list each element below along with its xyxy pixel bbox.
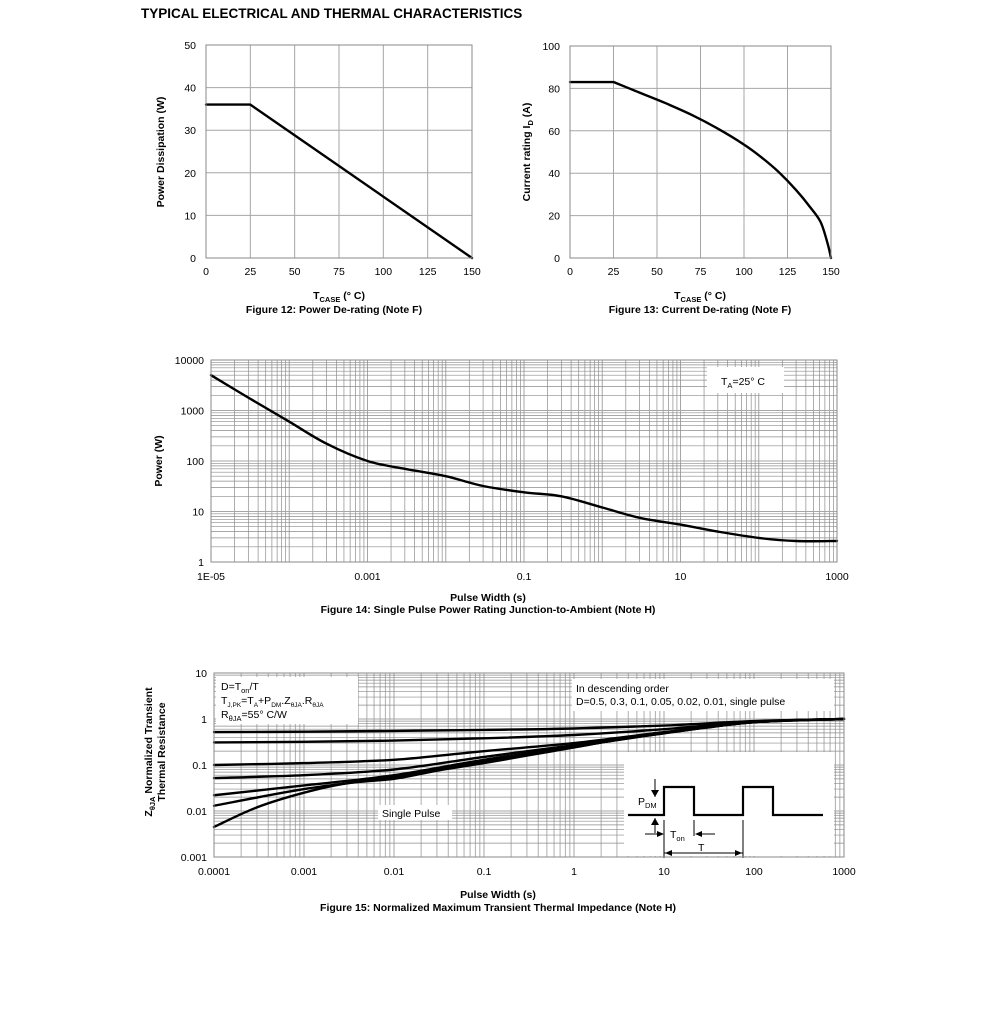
f12-xtick-label: 0 [203, 266, 209, 278]
f15-legend-line3: $R_{\theta JA}=55^\circ$ C/W [221, 709, 287, 723]
f14-xlabel: Pulse Width (s) [450, 592, 526, 604]
f13-ylabel: Current rating $I_D$ (A) [521, 102, 535, 202]
f12-ytick-label: 50 [184, 40, 196, 52]
f15-xtick-label: 0.1 [476, 866, 492, 878]
f13-xtick-label: 0 [567, 266, 573, 278]
f12-ylabel: Power Dissipation (W) [155, 96, 167, 208]
f13-xtick-label: 75 [694, 266, 707, 278]
f13-xtick-label: 50 [651, 266, 663, 278]
f13-ytick-label: 80 [548, 83, 560, 96]
f13-ytick-label: 60 [548, 125, 560, 138]
f12-xtick-label: 100 [374, 266, 393, 278]
f15-xlabel: Pulse Width (s) [460, 889, 536, 901]
f15-ytick-label: 0.001 [180, 852, 207, 864]
f12-ytick-label: 30 [184, 125, 196, 138]
f14-ytick-label: 1000 [180, 405, 204, 418]
f13-xtick-label: 25 [607, 266, 620, 278]
f15-xtick-label: 10 [658, 866, 670, 878]
f14-xtick-label: 10 [674, 571, 687, 583]
f15-ytick-label: 0.1 [192, 760, 207, 772]
f15-inset-ton-label: $T_{on}$ [670, 829, 685, 843]
f13-xtick-label: 150 [822, 266, 840, 278]
f12-ytick-label: 40 [184, 82, 196, 95]
f13-ytick-label: 100 [542, 41, 560, 53]
f13-xlabel: $T_{CASE}$ (° C) [674, 290, 726, 304]
f15-ytick-label: 10 [195, 668, 207, 680]
page-title: TYPICAL ELECTRICAL AND THERMAL CHARACTERISTICS [141, 6, 523, 21]
f15-xtick-label: 0.001 [290, 866, 318, 878]
f12-xtick-label: 150 [463, 266, 481, 278]
f15-xtick-label: 0.0001 [197, 866, 231, 878]
f14-xtick-label: 1E-05 [196, 571, 226, 583]
f13-ytick-label: 40 [548, 168, 560, 181]
f12-xtick-label: 50 [288, 266, 301, 278]
f12-ytick-label: 0 [190, 253, 196, 265]
f15-ytick-label: 1 [201, 714, 207, 726]
f15-legend-line1: $D=T_{on}/T$ [221, 681, 259, 695]
f15-order-note-line2: D=0.5, 0.3, 0.1, 0.05, 0.02, 0.01, single pulse [576, 696, 786, 708]
f15-single-pulse-label: Single Pulse [382, 808, 441, 820]
f15-inset-pdm-label: $P_{DM}$ [638, 796, 657, 810]
f14-ytick-label: 10000 [174, 355, 204, 367]
f14-xtick-label: 0.1 [516, 571, 532, 583]
f13-xtick-label: 125 [778, 266, 797, 278]
f13-caption: Figure 13: Current De-rating (Note F) [608, 304, 792, 316]
f14-xtick-label: 0.001 [354, 571, 381, 583]
f14-xtick-label: 1000 [825, 571, 849, 583]
f15-ylabel-line1: $Z_{\theta JA}$ Normalized Transient [143, 687, 157, 817]
f14-ytick-label: 100 [186, 456, 204, 468]
f15-legend-line2: $T_{J,PK}=T_A+P_{DM}.Z_{\theta JA}.R_{\theta JA}$ [221, 695, 324, 709]
f15-ylabel-line2: Thermal Resistance [156, 702, 168, 802]
f12-caption: Figure 12: Power De-rating (Note F) [245, 304, 423, 316]
f12-ytick-label: 20 [184, 167, 196, 180]
f14-ylabel: Power (W) [153, 435, 165, 487]
f13-ytick-label: 0 [554, 253, 560, 265]
f14-ytick-label: 1 [198, 557, 204, 569]
f15-ytick-label: 0.01 [186, 806, 207, 818]
f13-ytick-label: 20 [548, 210, 560, 223]
f15-inset-t-label: T [698, 842, 705, 854]
f14-ytick-label: 10 [192, 506, 204, 519]
f15-order-note-line1: In descending order [576, 683, 669, 695]
f14-annotation: $T_A=25^\circ$ C [721, 376, 765, 390]
f15-xtick-label: 0.01 [383, 866, 405, 878]
f13-xtick-label: 100 [735, 266, 753, 278]
f15-xtick-label: 100 [745, 866, 763, 878]
f12-xtick-label: 25 [244, 266, 257, 278]
f15-caption: Figure 15: Normalized Maximum Transient Thermal Impedance (Note H) [320, 902, 676, 914]
f12-xlabel: $T_{CASE}$ (° C) [313, 290, 365, 304]
f14-caption: Figure 14: Single Pulse Power Rating Junction-to-Ambient (Note H) [320, 604, 656, 616]
f12-xtick-label: 125 [418, 266, 437, 278]
f12-ytick-label: 10 [184, 210, 196, 223]
f15-xtick-label: 1000 [832, 866, 856, 878]
f15-xtick-label: 1 [571, 866, 577, 878]
f12-xtick-label: 75 [333, 266, 345, 278]
